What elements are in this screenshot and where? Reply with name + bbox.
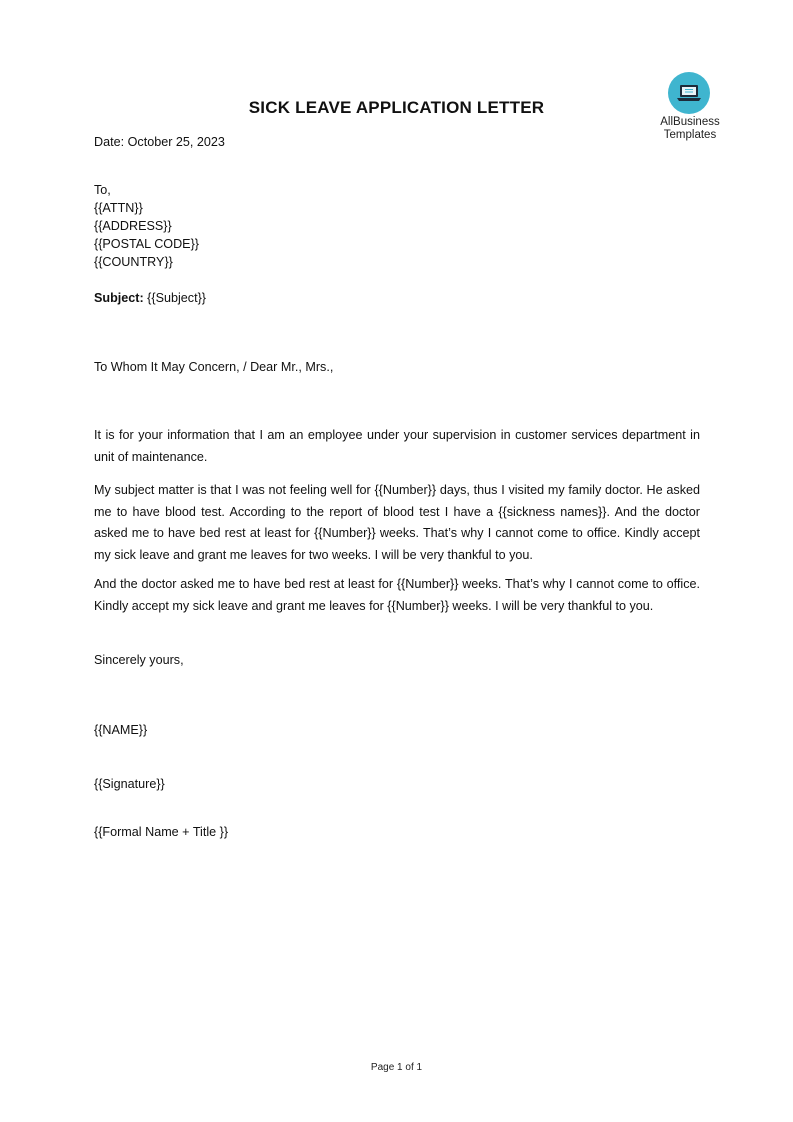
body-paragraph-3: And the doctor asked me to have bed rest at least for {{Number}} weeks. That’s why I cannot come to office. Kindly accept my sick leave and grant me leaves for {{Number}} weeks. I will be very thankful to you. xyxy=(94,577,700,613)
subject-line xyxy=(94,289,206,307)
document-title: SICK LEAVE APPLICATION LETTER xyxy=(248,98,545,117)
recipient-postal-code: {{POSTAL CODE}} xyxy=(94,237,199,251)
recipient-to: To, xyxy=(94,183,111,197)
recipient-attn: {{ATTN}} xyxy=(94,201,143,215)
subject-label: Subject: xyxy=(94,291,144,305)
recipient-address: {{ADDRESS}} xyxy=(94,219,172,233)
sender-name: {{NAME}} xyxy=(94,723,148,737)
salutation: To Whom It May Concern, / Dear Mr., Mrs., xyxy=(94,360,334,374)
letter-date: Date: October 25, 2023 xyxy=(94,135,225,149)
subject-value: {{Subject}} xyxy=(143,291,207,305)
body-paragraph-2: My subject matter is that I was not feeling well for {{Number}} days, thus I visited my family doctor. He asked me to have blood test. According to the report of blood test I have a {{sickness names}}. And the doctor asked me to have bed rest at least for {{Number}} weeks. That’s why I cannot come to office. Kindly accept my sick leave and grant me leaves for two weeks. I will be very thankful to you. xyxy=(94,483,700,562)
closing: Sincerely yours, xyxy=(94,653,184,667)
sender-signature: {{Signature}} xyxy=(94,777,165,791)
sender-formal-name: {{Formal Name + Title }} xyxy=(94,825,229,839)
logo-text-line1: AllBusiness xyxy=(660,116,720,128)
body-paragraph-1: It is for your information that I am an employee under your supervision in customer services department in unit of maintenance. xyxy=(94,428,700,464)
page-number: Page 1 of 1 xyxy=(370,1062,423,1073)
recipient-country: {{COUNTRY}} xyxy=(94,255,173,269)
logo-text-line2: Templates xyxy=(663,129,717,141)
